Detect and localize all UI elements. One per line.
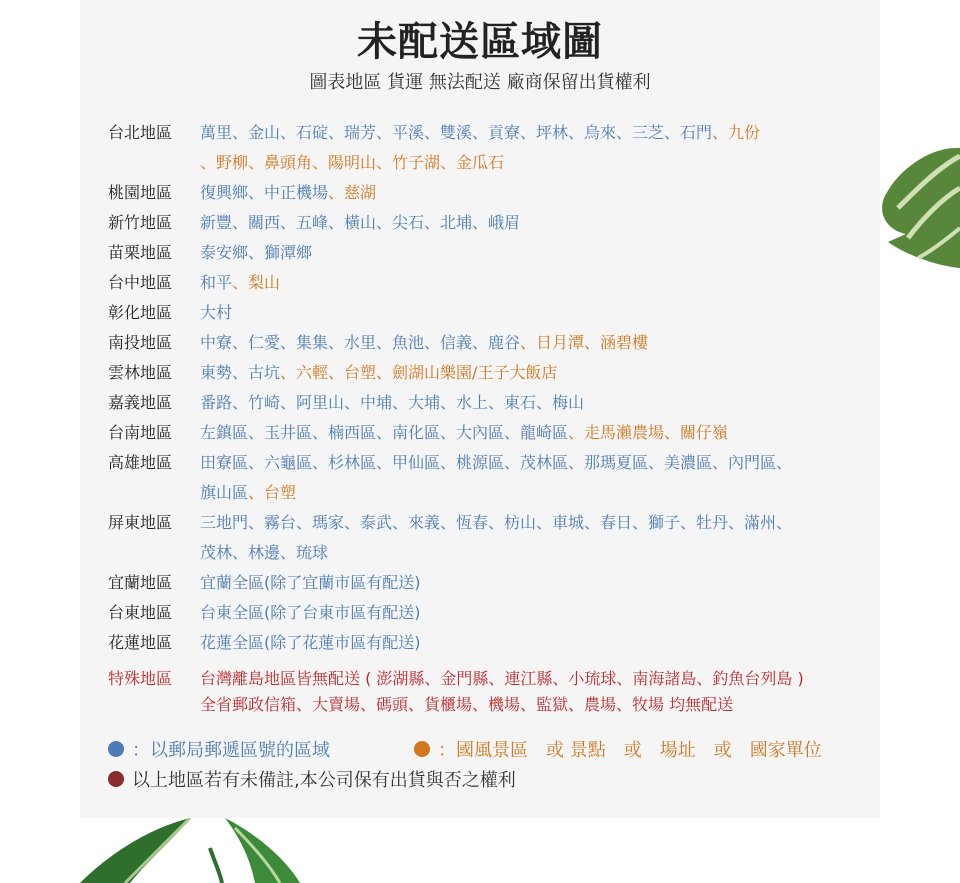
region-name: 屏東地區 [108, 513, 173, 532]
region-row-taoyuan [108, 178, 860, 208]
region-name: 桃園地區 [108, 183, 173, 202]
legend-postal-text: ：以郵局郵遞區號的區域 [132, 740, 330, 761]
legend-scenic-text: ：國風景區 或 景點 或 場址 或 國家單位 [438, 740, 822, 761]
region-name: 台東地區 [108, 603, 173, 622]
places-postal: 左鎮區、玉井區、楠西區、南化區、大內區、龍崎區 [200, 423, 569, 442]
special-line-islands: 台灣離島地區皆無配送 ( 澎湖縣、金門縣、連江縣、小琉球、南海諸島、釣魚台列島 ) [200, 669, 804, 688]
places-postal: 泰安鄉、獅潭鄉 [200, 243, 313, 262]
places-scenic: 、日月潭、涵碧樓 [520, 333, 649, 352]
region-name: 台北地區 [108, 123, 173, 142]
region-row-pingtung-cont [108, 538, 860, 568]
region-row-pingtung [108, 508, 860, 538]
region-row-tainan [108, 418, 860, 448]
region-row-hualien [108, 628, 860, 658]
places-scenic: 、慈湖 [328, 183, 377, 202]
region-name: 南投地區 [108, 333, 173, 352]
region-row-special [108, 664, 860, 718]
orange-dot-icon [414, 741, 430, 757]
legend-row [108, 734, 860, 764]
places-scenic: 、梨山 [232, 273, 281, 292]
places-postal: 番路、竹崎、阿里山、中埔、大埔、水上、東石、梅山 [200, 393, 585, 412]
region-row-yunlin [108, 358, 860, 388]
region-row-kaohsiung-cont [108, 478, 860, 508]
region-table [108, 118, 860, 718]
legend-row [108, 764, 860, 794]
leaf-decoration-bottom [40, 818, 310, 883]
region-row-nantou [108, 328, 860, 358]
region-row-taipei-cont [108, 148, 860, 178]
delivery-info-card [80, 0, 880, 818]
special-line-facilities: 全省郵政信箱、大賣場、碼頭、貨櫃場、機場、監獄、農場、牧場 均無配送 [200, 695, 734, 714]
region-name: 高雄地區 [108, 453, 173, 472]
places-postal: 茂林、林邊、琉球 [200, 543, 329, 562]
places-postal: 和平 [200, 273, 233, 292]
places-scenic: 、走馬瀨農場、關仔嶺 [568, 423, 729, 442]
special-places [200, 664, 860, 718]
legend [108, 734, 860, 794]
places-scenic: 、台塑 [248, 483, 297, 502]
places-scenic: 、六輕、台塑、劍湖山樂園/王子大飯店 [280, 363, 558, 382]
page-subtitle: 圖表地區 貨運 無法配送 廠商保留出貨權利 [309, 72, 651, 93]
region-name: 特殊地區 [108, 669, 173, 688]
places-postal: 田寮區、六龜區、杉林區、甲仙區、桃源區、茂林區、那瑪夏區、美濃區、內門區、 [200, 453, 793, 472]
region-name: 花蓮地區 [108, 633, 173, 652]
places-scenic: 、九份 [712, 123, 761, 142]
region-name: 台中地區 [108, 273, 173, 292]
places-postal: 新豐、關西、五峰、橫山、尖石、北埔、峨眉 [200, 213, 521, 232]
places-postal: 宜蘭全區(除了宜蘭市區有配送) [200, 573, 421, 592]
blue-dot-icon [108, 741, 124, 757]
region-row-yilan [108, 568, 860, 598]
region-name: 彰化地區 [108, 303, 173, 322]
legend-item-note [108, 766, 516, 792]
region-name: 宜蘭地區 [108, 573, 173, 592]
region-row-changhua [108, 298, 860, 328]
region-row-taichung [108, 268, 860, 298]
places-postal: 中寮、仁愛、集集、水里、魚池、信義、鹿谷 [200, 333, 521, 352]
region-row-kaohsiung [108, 448, 860, 478]
legend-item-scenic [414, 736, 822, 762]
region-places [200, 118, 860, 148]
places-postal: 三地門、霧台、瑪家、泰武、來義、恆春、枋山、車城、春日、獅子、牡丹、滿州、 [200, 513, 793, 532]
region-name: 嘉義地區 [108, 393, 173, 412]
legend-note-text: 以上地區若有未備註,本公司保有出貨與否之權利 [132, 770, 516, 791]
places-postal: 東勢、古坑 [200, 363, 281, 382]
region-row-hsinchu [108, 208, 860, 238]
region-row-taipei [108, 118, 860, 148]
region-name: 台南地區 [108, 423, 173, 442]
places-postal: 大村 [200, 303, 233, 322]
places-scenic: 、野柳、鼻頭角、陽明山、竹子湖、金瓜石 [200, 153, 505, 172]
region-name: 新竹地區 [108, 213, 173, 232]
region-row-miaoli [108, 238, 860, 268]
monstera-leaf-decoration-right [878, 138, 960, 273]
places-postal: 萬里、金山、石碇、瑞芳、平溪、雙溪、貢寮、坪林、烏來、三芝、石門 [200, 123, 713, 142]
page-title: 未配送區域圖 [357, 19, 603, 65]
region-row-chiayi [108, 388, 860, 418]
places-postal: 花蓮全區(除了花蓮市區有配送) [200, 633, 421, 652]
region-row-taitung [108, 598, 860, 628]
places-postal: 台東全區(除了台東市區有配送) [200, 603, 421, 622]
legend-item-postal [108, 736, 414, 762]
region-name: 雲林地區 [108, 363, 173, 382]
places-postal: 旗山區 [200, 483, 249, 502]
region-name: 苗栗地區 [108, 243, 173, 262]
places-postal: 復興鄉、中正機場 [200, 183, 329, 202]
red-dot-icon [108, 771, 124, 787]
